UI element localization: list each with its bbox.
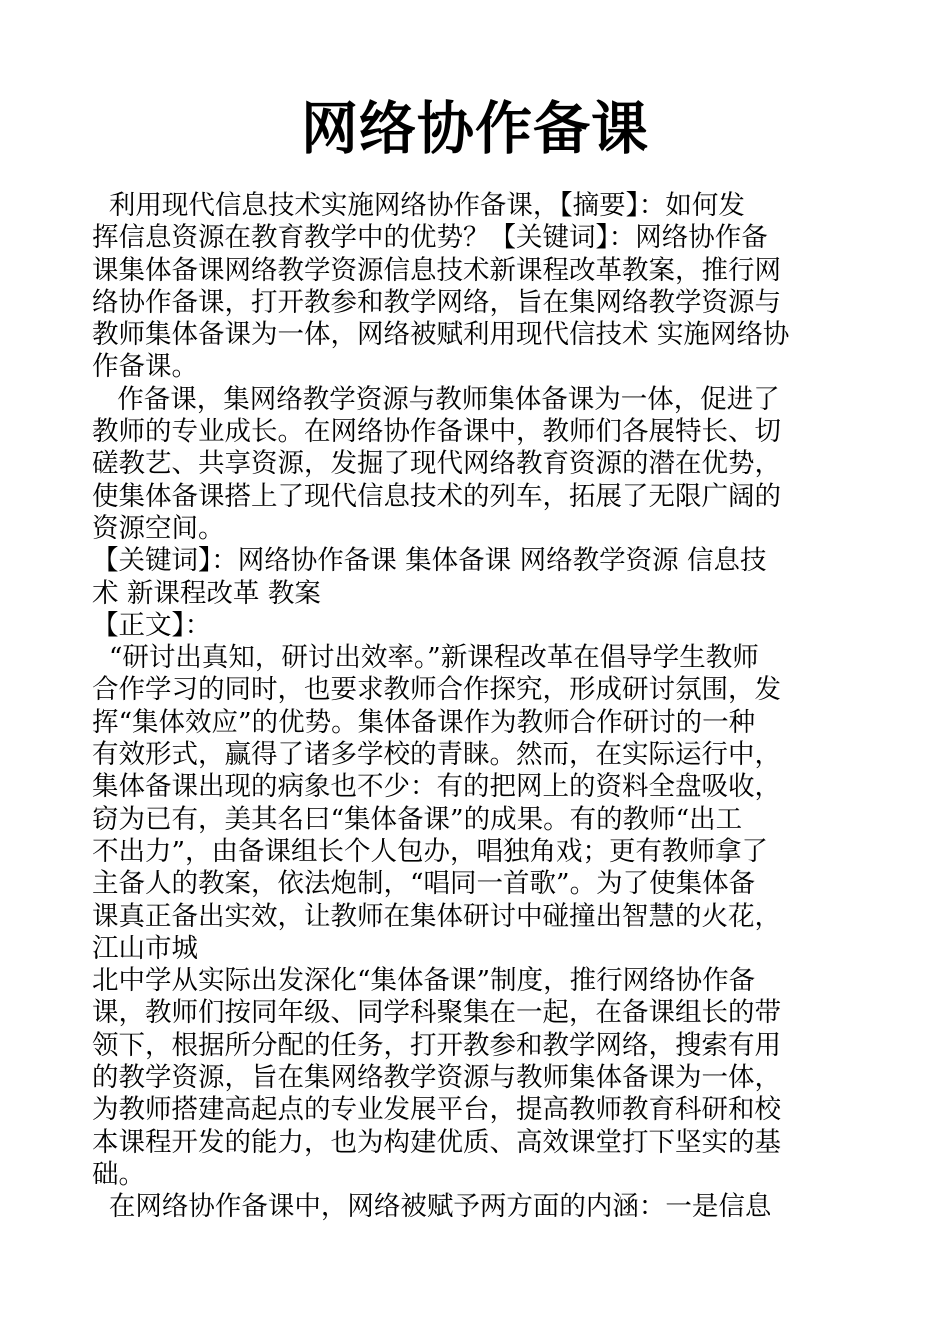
text-line: 使集体备课搭上了现代信息技术的列车，拓展了无限广阔的: [92, 480, 781, 512]
text-line: 络协作备课，打开教参和教学网络，旨在集网络教学资源与: [92, 286, 781, 318]
text-line: 合作学习的同时，也要求教师合作探究，形成研讨氛围，发: [92, 674, 781, 706]
text-line: 利用现代信息技术实施网络协作备课，【摘要】：如何发: [92, 190, 745, 221]
text-line: 课集体备课网络教学资源信息技术新课程改革教案，推行网: [92, 254, 781, 286]
text-line: “研讨出真知，研讨出效率。”新课程改革在倡导学生教师: [92, 642, 759, 674]
text-line: 教师集体备课为一体，网络被赋利用现代信技术 实施网络协: [92, 319, 790, 351]
text-line: 集体备课出现的病象也不少：有的把网上的资料全盘吸收，: [92, 771, 781, 803]
text-line: 北中学从实际出发深化“集体备课”制度，推行网络协作备: [92, 965, 756, 997]
text-line: 主备人的教案，依法炮制，“唱同一首歌”。为了使集体备: [92, 868, 756, 900]
text-line: 磋教艺、共享资源，发掘了现代网络教育资源的潜在优势，: [92, 448, 781, 480]
text-line: 课真正备出实效，让教师在集体研讨中碰撞出智慧的火花，: [92, 900, 781, 932]
text-line: 【关键词】：网络协作备课 集体备课 网络教学资源 信息技: [92, 545, 767, 577]
text-line: 挥信息资源在教育教学中的优势？【关键词】：网络协作备: [92, 222, 768, 254]
text-line: 窃为已有，美其名曰“集体备课”的成果。有的教师“出工: [92, 803, 743, 835]
text-line: 作备课，集网络教学资源与教师集体备课为一体，促进了: [92, 383, 780, 415]
document-title: 网络协作备课: [301, 95, 649, 162]
text-line: 挥“集体效应”的优势。集体备课作为教师合作研讨的一种: [92, 706, 756, 738]
text-line: 江山市城: [92, 932, 198, 964]
text-line: 有效形式，赢得了诸多学校的青睐。然而，在实际运行中，: [92, 739, 781, 771]
text-line: 不出力”，由备课组长个人包办，唱独角戏；更有教师拿了: [92, 835, 769, 867]
document-body: [92, 190, 862, 1224]
text-line: 术 新课程改革 教案: [92, 577, 321, 609]
text-line: 【正文】：: [92, 609, 212, 641]
text-line: 教师的专业成长。在网络协作备课中，教师们各展特长、切: [92, 416, 781, 448]
text-line: 础。: [92, 1158, 145, 1190]
text-line: 资源空间。: [92, 512, 225, 544]
text-line: 在网络协作备课中，网络被赋予两方面的内涵：一是信息: [92, 1191, 772, 1223]
text-line: 为教师搭建高起点的专业发展平台，提高教师教育科研和校: [92, 1094, 781, 1126]
text-line: 本课程开发的能力，也为构建优质、高效课堂打下坚实的基: [92, 1126, 781, 1158]
text-line: 课，教师们按同年级、同学科聚集在一起，在备课组长的带: [92, 997, 781, 1029]
text-line: 作备课。: [92, 351, 198, 383]
text-line: 领下，根据所分配的任务，打开教参和教学网络，搜索有用: [92, 1029, 781, 1061]
text-line: 的教学资源，旨在集网络教学资源与教师集体备课为一体，: [92, 1062, 781, 1094]
